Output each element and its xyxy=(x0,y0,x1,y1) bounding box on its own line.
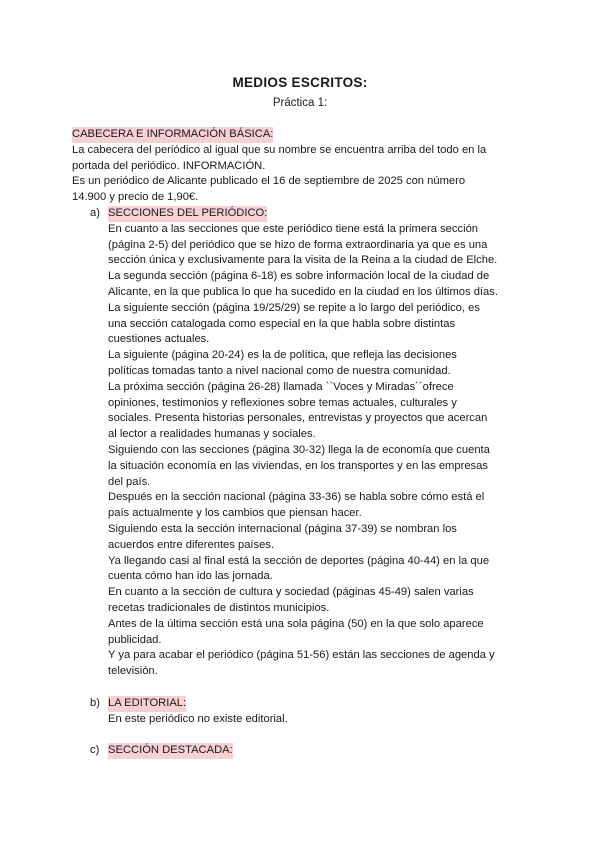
text-line: televisión. xyxy=(108,665,158,678)
page-subtitle: Práctica 1: xyxy=(272,97,328,109)
text-line: opiniones, testimonios y reflexiones sobre temas actuales, culturales y xyxy=(108,396,457,409)
section-b-header xyxy=(72,696,542,712)
text-line: del país. xyxy=(108,475,151,488)
text-line: Ya llegando casi al final está la sección de deportes (página 40-44) en la que xyxy=(108,554,490,567)
text-line: La próxima sección (página 26-28) llamada ``Voces y Miradas´´ofrece xyxy=(108,380,454,393)
text-line: país actualmente y los cambios que piensan hacer. xyxy=(108,507,362,520)
section-c-heading: SECCIÓN DESTACADA: xyxy=(108,743,233,759)
text-line: una sección catalogada como especial en la que habla sobre distintas xyxy=(108,317,456,330)
text-line: recetas tradicionales de distintos municipios. xyxy=(108,601,330,614)
cabecera-paragraph xyxy=(72,143,542,206)
text-line: Es un periódico de Alicante publicado el 16 de septiembre de 2025 con número xyxy=(72,175,466,188)
text-line: publicidad. xyxy=(108,633,162,646)
text-line: sociales. Presenta historias personales, entrevistas y proyectos que acercan xyxy=(108,412,488,425)
text-line: Antes de la última sección está una sola página (50) en la que solo aparece xyxy=(108,617,484,630)
text-line: Y ya para acabar el periódico (página 51-56) están las secciones de agenda y xyxy=(108,649,495,662)
text-line: sección única y exclusivamente para la visita de la Reina a la ciudad de Elche. xyxy=(108,254,498,267)
text-line: (página 2-5) del periódico que se hizo de forma extraordinaria ya que es una xyxy=(108,238,488,251)
text-line: La cabecera del periódico al igual que su nombre se encuentra arriba del todo en la xyxy=(72,143,487,156)
cabecera-heading: CABECERA E INFORMACIÓN BÁSICA: xyxy=(72,127,273,143)
text-line: La siguiente sección (página 19/25/29) se repite a lo largo del periódico, es xyxy=(108,301,480,314)
text-line: cuenta cómo han ido las jornada. xyxy=(108,570,273,583)
text-line: La segunda sección (página 6-18) es sobre información local de la ciudad de xyxy=(108,270,490,283)
text-line: la situación economía en las viviendas, en los transportes y en las empresas xyxy=(108,459,488,472)
section-b-body xyxy=(72,712,542,728)
text-line: cuestiones actuales. xyxy=(108,333,210,346)
spacer xyxy=(72,680,542,696)
text-line: 14.900 y precio de 1,90€. xyxy=(72,191,199,204)
document-body xyxy=(72,127,542,759)
section-a-body xyxy=(72,222,542,680)
text-line: La siguiente (página 20-24) es la de política, que refleja las decisiones xyxy=(108,349,457,362)
page-title: MEDIOS ESCRITOS: xyxy=(232,75,368,90)
section-a-header xyxy=(72,206,542,222)
section-c-header xyxy=(72,743,542,759)
text-line: acuerdos entre diferentes países. xyxy=(108,538,275,551)
text-line: Alicante, en la que publica lo que ha sucedido en la ciudad en los últimos días. xyxy=(108,285,498,298)
text-line: En cuanto a las secciones que este periódico tiene está la primera sección xyxy=(108,222,479,235)
text-line: políticas tomadas tanto a nivel nacional como de nuestra comunidad. xyxy=(108,364,451,377)
text-line: Siguiendo esta la sección internacional (página 37-39) se nombran los xyxy=(108,522,457,535)
section-a-heading: SECCIONES DEL PERIÓDICO: xyxy=(108,206,267,222)
text-line: al lector a realidades humanas y sociales. xyxy=(108,428,316,441)
list-marker: b) xyxy=(90,696,100,709)
text-line: Siguiendo con las secciones (página 30-32) llega la de economía que cuenta xyxy=(108,443,490,456)
text-line: En cuanto a la sección de cultura y sociedad (páginas 45-49) salen varias xyxy=(108,586,474,599)
section-b-heading: LA EDITORIAL: xyxy=(108,696,186,712)
spacer xyxy=(72,727,542,743)
text-line: Después en la sección nacional (página 33-36) se habla sobre cómo está el xyxy=(108,491,485,504)
text-line: En este periódico no existe editorial. xyxy=(108,712,288,725)
text-line: portada del periódico. INFORMACIÓN. xyxy=(72,159,266,172)
list-marker: c) xyxy=(90,744,100,757)
list-marker: a) xyxy=(90,206,100,219)
